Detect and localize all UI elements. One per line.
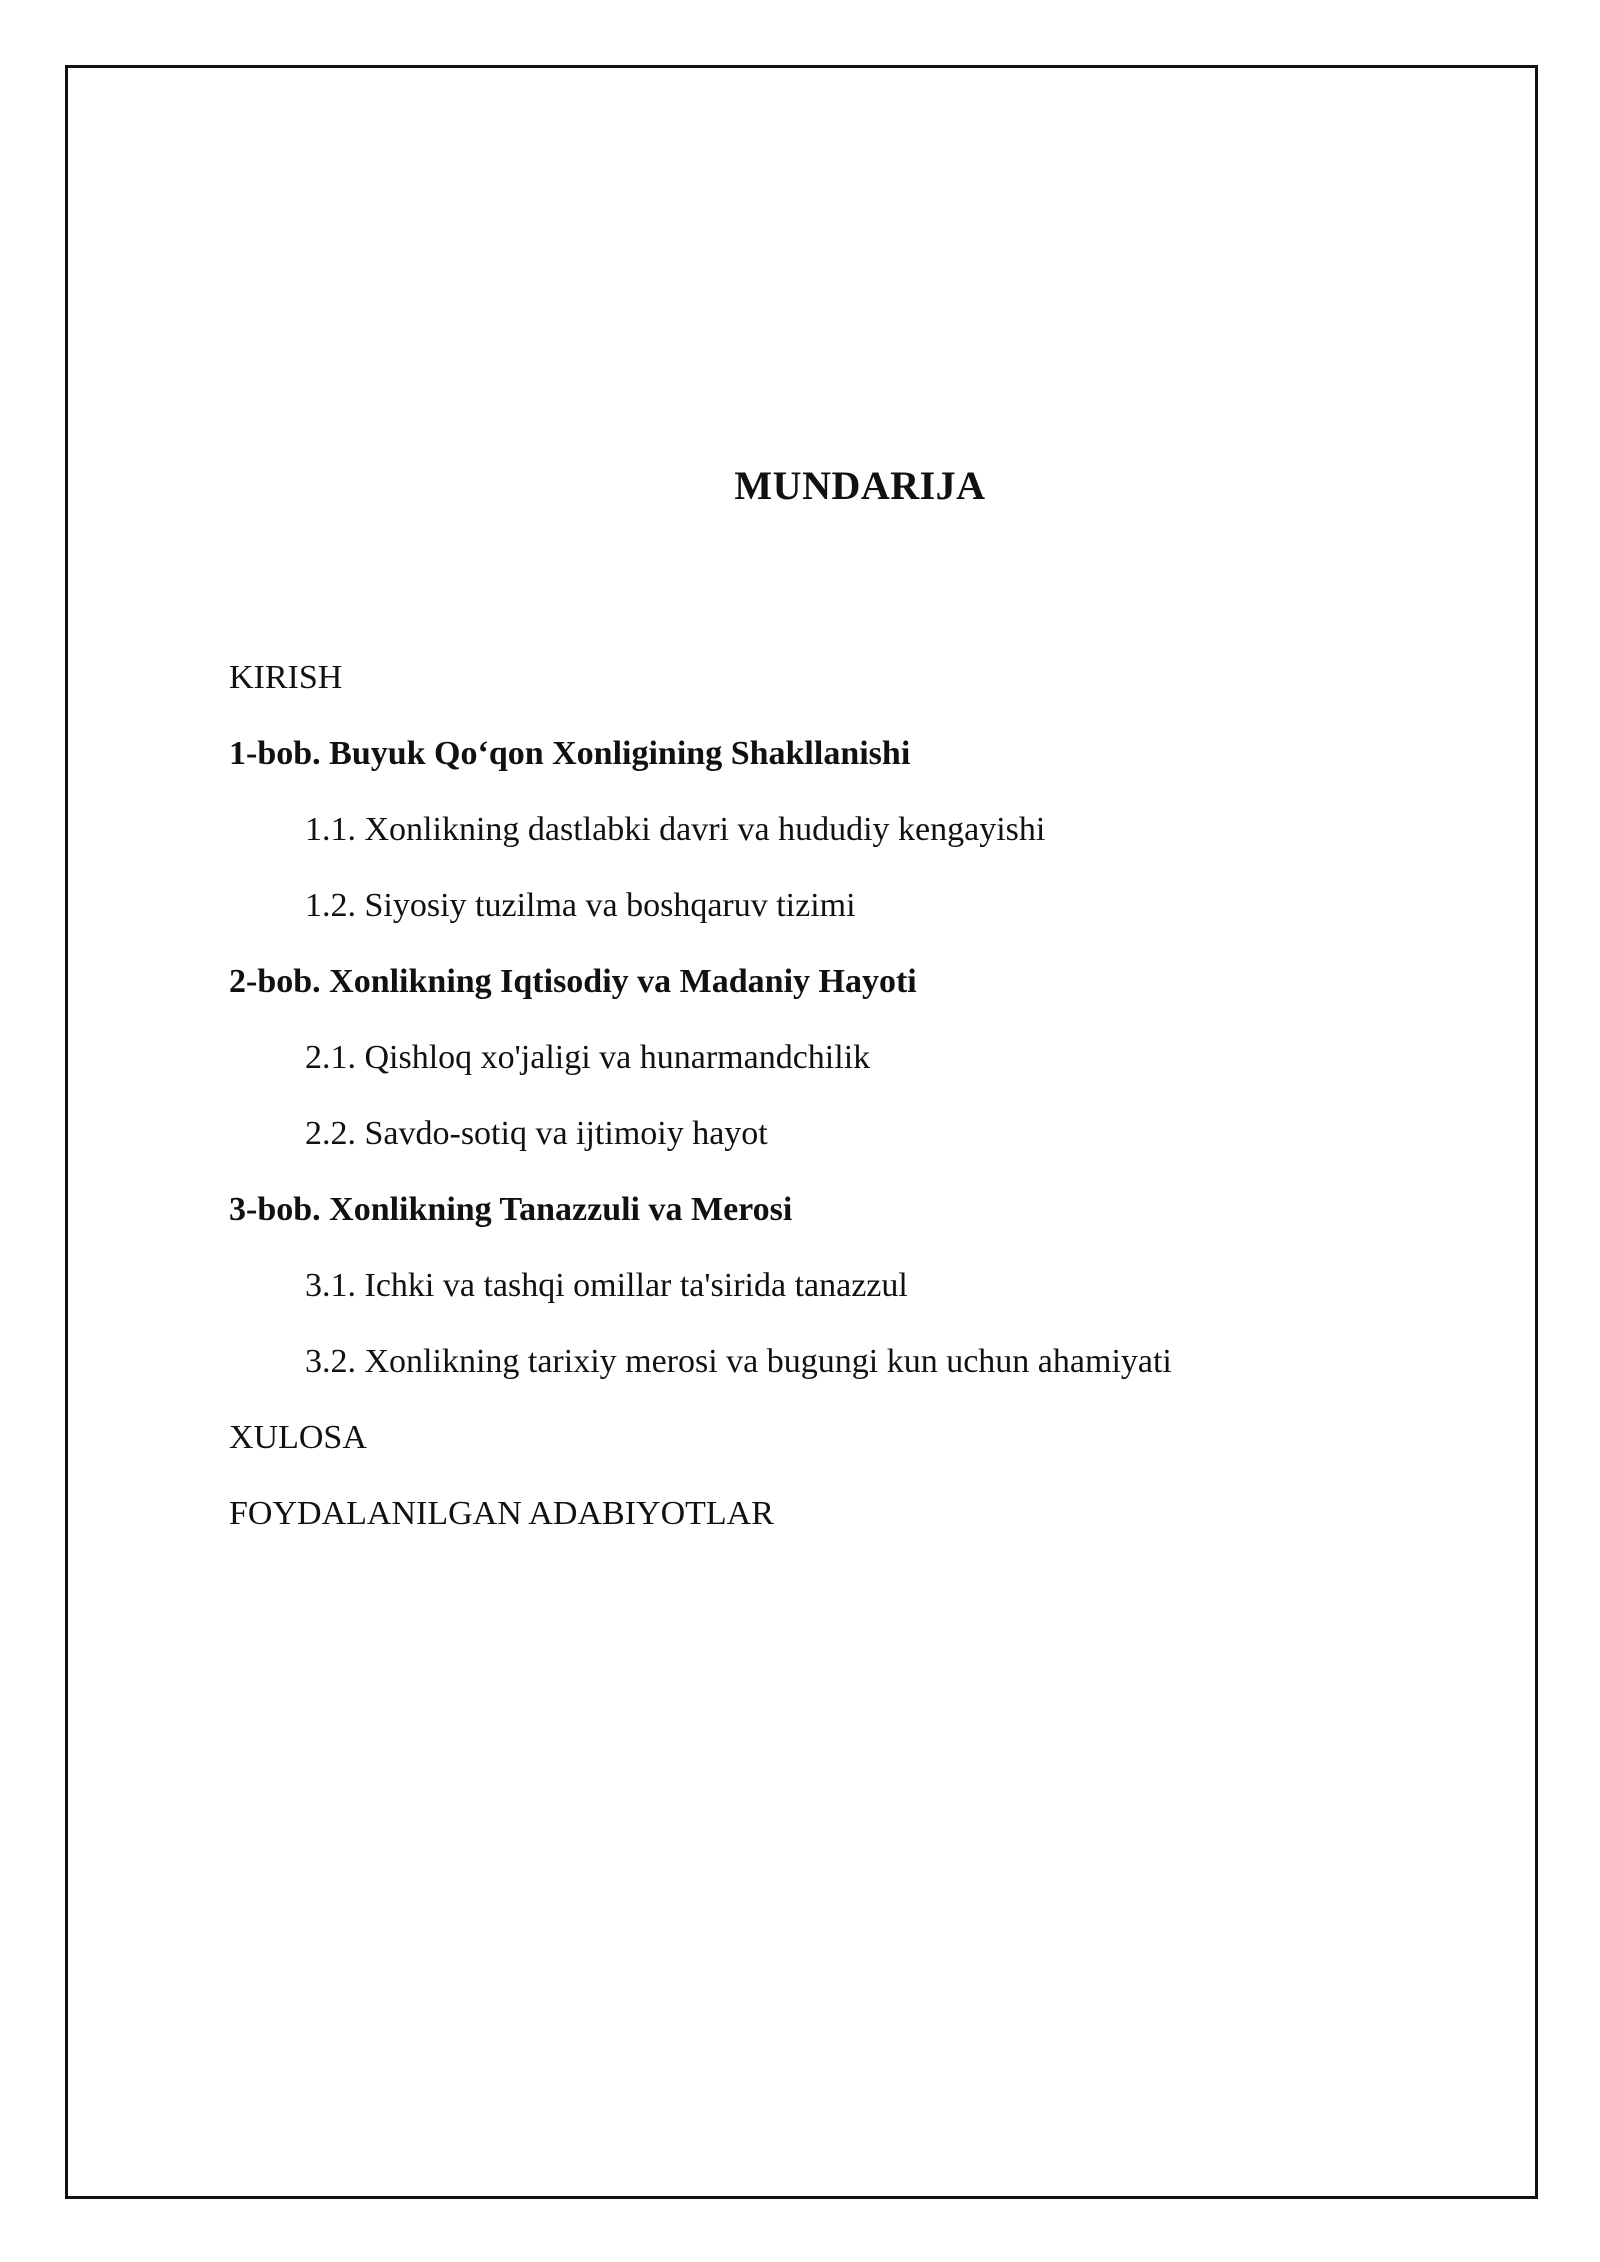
toc-section-2-2: 2.2. Savdo-sotiq va ijtimoiy hayot (305, 1115, 768, 1152)
toc-section-3-2: 3.2. Xonlikning tarixiy merosi va bugungi kun uchun ahamiyati (305, 1343, 1172, 1380)
toc-chapter-2: 2-bob. Xonlikning Iqtisodiy va Madaniy Hayoti (229, 963, 917, 1000)
toc-entry-references: FOYDALANILGAN ADABIYOTLAR (229, 1495, 774, 1532)
toc-entry-conclusion: XULOSA (229, 1419, 367, 1456)
table-of-contents (229, 640, 1172, 1552)
toc-section-2-1: 2.1. Qishloq xo'jaligi va hunarmandchilik (305, 1039, 871, 1076)
toc-chapter-3: 3-bob. Xonlikning Tanazzuli va Merosi (229, 1191, 793, 1228)
toc-section-3-1: 3.1. Ichki va tashqi omillar ta'sirida tanazzul (305, 1267, 908, 1304)
toc-entry-introduction: KIRISH (229, 659, 343, 696)
toc-chapter-1: 1-bob. Buyuk Qo‘qon Xonligining Shakllanishi (229, 735, 911, 772)
toc-section-1-2: 1.2. Siyosiy tuzilma va boshqaruv tizimi (305, 887, 856, 924)
page-title: MUNDARIJA (734, 463, 986, 508)
toc-section-1-1: 1.1. Xonlikning dastlabki davri va hududiy kengayishi (305, 811, 1046, 848)
